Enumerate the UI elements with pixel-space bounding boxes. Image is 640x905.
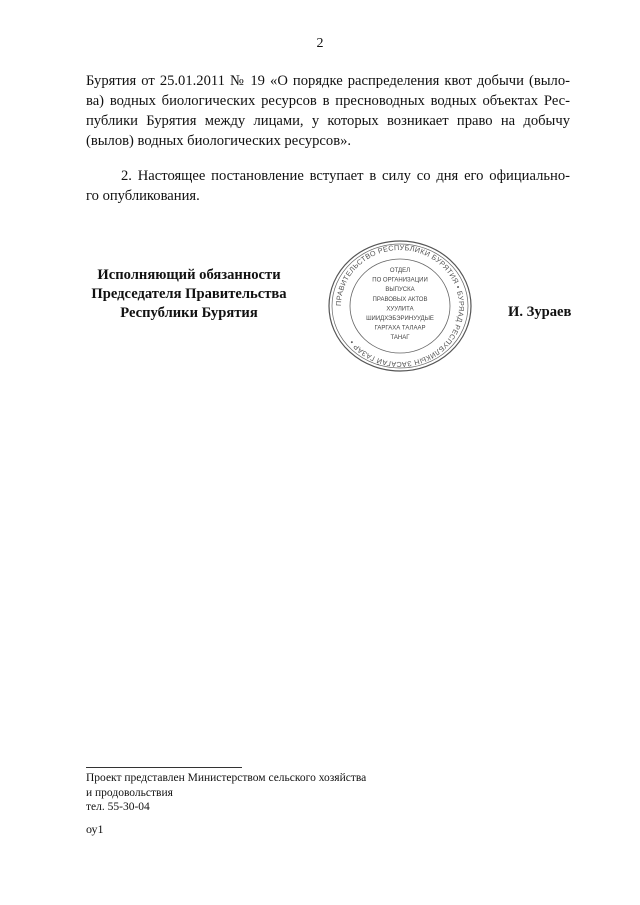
seal-inner-line: ШИИДХЭБЭРИНУУДЫЕ xyxy=(366,316,434,322)
seal-inner-line: ВЫПУСКА xyxy=(385,287,415,294)
signatory-title-line: Председателя Правительства xyxy=(91,286,287,302)
seal-inner-line: ОТДЕЛ xyxy=(389,268,411,274)
seal-inner-line: ПРАВОВЫХ АКТОВ xyxy=(372,296,428,303)
signatory-title-line: Республики Бурятия xyxy=(120,305,258,321)
footnote-line: Проект представлен Министерством сельского хозяйства xyxy=(86,772,367,784)
seal-inner-line: ПО ОРГАНИЗАЦИИ xyxy=(372,277,428,284)
paragraph-line: 2. Настоящее постановление вступает в силу со дня его официально- xyxy=(121,168,570,184)
paragraph-line: Бурятия от 25.01.2011 № 19 «О порядке распределения квот добычи (выло- xyxy=(86,73,570,89)
signatory-title xyxy=(66,266,312,323)
paragraph-continuation xyxy=(86,71,570,151)
signatory-title-line: Исполняющий обязанности xyxy=(97,267,281,283)
footnote xyxy=(86,771,366,815)
paragraph-line: (вылов) водных биологических ресурсов». xyxy=(86,133,352,149)
page-number: 2 xyxy=(316,36,324,51)
footnote-line: тел. 55-30-04 xyxy=(86,801,150,813)
seal-inner-line: ХУУЛИТА xyxy=(386,306,414,313)
paragraph-line: публики Бурятия между лицами, у которых возникает право на добычу xyxy=(86,113,570,129)
footnote-divider xyxy=(86,767,242,768)
official-seal xyxy=(327,239,473,373)
paragraph-line: ва) водных биологических ресурсов в пресноводных водных объектах Рес- xyxy=(86,93,570,109)
seal-inner-line: ГАРГАХА ТАЛААР xyxy=(374,325,426,332)
seal-inner-line: ТАНАГ xyxy=(390,335,410,342)
signatory-name: И. Зураев xyxy=(508,304,572,320)
paragraph-effective-date xyxy=(86,166,570,206)
seal-ring-text: ПРАВИТЕЛЬСТВО РЕСПУБЛИКИ БУРЯТИЯ • БУРЯАД РЕСПУБЛИКЫН ЗАСАГАЙ ГАЗАР • xyxy=(333,242,467,370)
footnote-line: и продовольствия xyxy=(86,786,173,799)
paragraph-line: го опубликования. xyxy=(86,188,200,204)
document-code: оу1 xyxy=(86,822,104,836)
